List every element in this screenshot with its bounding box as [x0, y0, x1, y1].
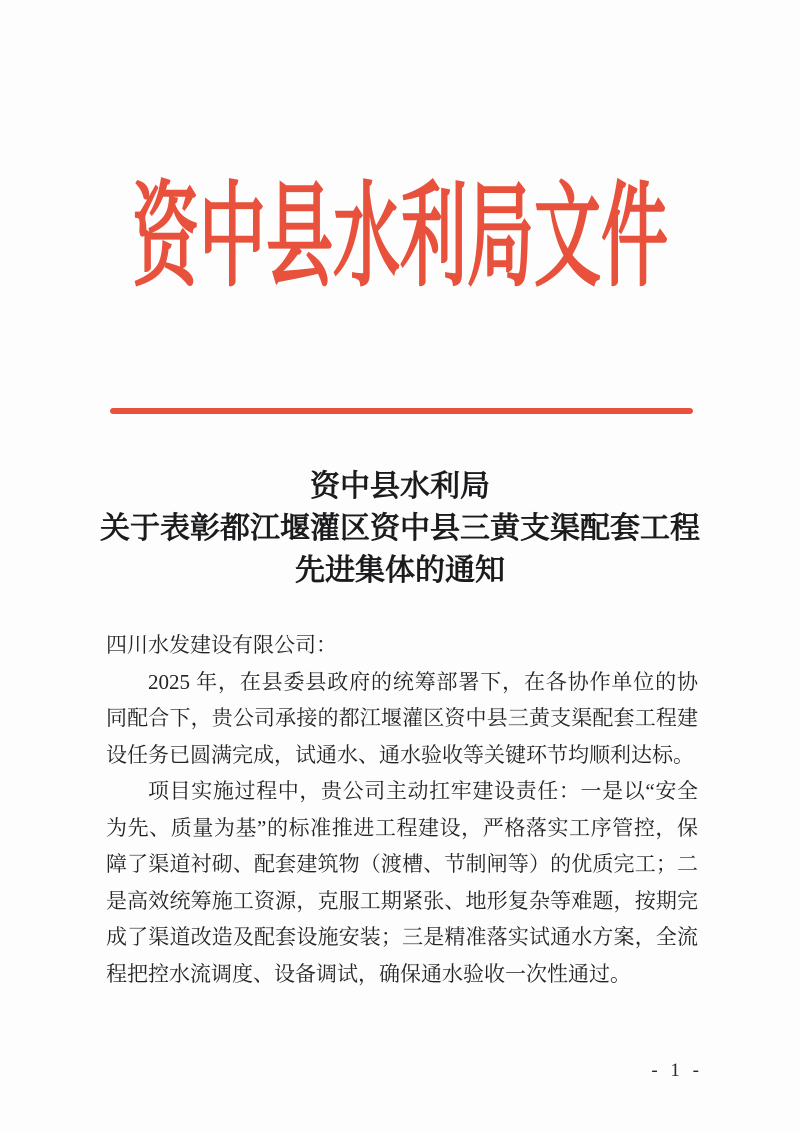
- document-title: [40, 466, 760, 592]
- body-paragraph-2: 项目实施过程中，贵公司主动扛牢建设责任：一是以“安全为先、质量为基”的标准推进工程建设，严格落实工序管控，保障了渠道衬砌、配套建筑物（渡槽、节制闸等）的优质完工；二是高效统筹施工资源，克服工期紧张、地形复杂等难题，按期完成了渠道改造及配套设施安装；三是精准落实试通水方案，全流程把控水流调度、设备调试，确保通水验收一次性通过。: [106, 779, 698, 986]
- document-title-line2: 关于表彰都江堰灌区资中县三黄支渠配套工程: [100, 512, 700, 545]
- document-title-line1: 资中县水利局: [310, 470, 490, 503]
- document-body: [106, 627, 698, 992]
- document-title-line3: 先进集体的通知: [295, 554, 505, 587]
- document-header-banner: [0, 175, 800, 301]
- agency-banner-title: 资中县水利局文件: [132, 175, 668, 301]
- body-paragraph-1: 2025 年，在县委县政府的统筹部署下，在各协作单位的协同配合下，贵公司承接的都江堰灌区资中县三黄支渠配套工程建设任务已圆满完成，试通水、通水验收等关键环节均顺利达标。: [106, 669, 698, 767]
- page-number: - 1 -: [651, 1060, 703, 1081]
- salutation: 四川水发建设有限公司：: [106, 633, 337, 657]
- red-divider-line: [110, 408, 693, 414]
